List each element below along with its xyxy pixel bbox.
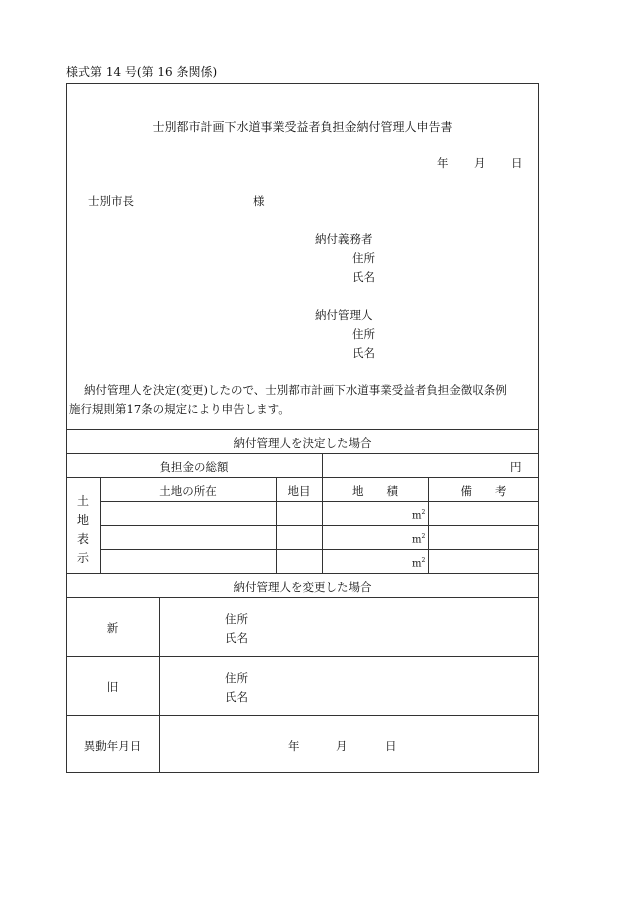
divider-old — [66, 656, 539, 657]
divider-total — [66, 453, 539, 454]
old-label: 旧 — [106, 680, 119, 694]
divider-new — [66, 597, 539, 598]
change-date-label: 異動年月日 — [83, 739, 142, 753]
honorific: 様 — [253, 194, 265, 208]
obligor-name-label: 氏名 — [352, 270, 375, 284]
new-name-label: 氏名 — [225, 631, 248, 645]
col-header-remarks: 備 考 — [460, 484, 507, 498]
divider-land-row-1 — [100, 501, 539, 502]
col-divider-changed — [159, 597, 160, 773]
area-unit-base: m — [412, 534, 422, 546]
divider-land-row-2 — [100, 525, 539, 526]
new-label: 新 — [106, 621, 119, 635]
col-header-category: 地目 — [287, 484, 311, 498]
divider-land-row-3 — [100, 549, 539, 550]
date-day: 日 — [511, 156, 523, 170]
area-unit — [412, 533, 425, 545]
land-display-label — [66, 492, 100, 568]
col-divider-total-area — [322, 453, 323, 573]
date-month: 月 — [474, 156, 486, 170]
area-unit — [412, 509, 425, 521]
area-unit-base: m — [412, 510, 422, 522]
statement-line-2: 施行規則第17条の規定により申告します。 — [69, 402, 290, 416]
divider-change-date — [66, 715, 539, 716]
old-name-label: 氏名 — [225, 690, 248, 704]
yen-unit: 円 — [510, 460, 522, 474]
change-date-month: 月 — [336, 739, 348, 753]
land-label-char: 表 — [76, 532, 89, 546]
col-header-location: 土地の所在 — [159, 484, 217, 498]
area-unit-exponent: 2 — [421, 509, 426, 516]
changed-heading: 納付管理人を変更した場合 — [233, 580, 372, 594]
manager-heading: 納付管理人 — [315, 308, 373, 322]
area-unit — [412, 557, 425, 569]
divider-decided — [66, 429, 539, 430]
obligor-heading: 納付義務者 — [315, 232, 373, 246]
statement-line-1: 納付管理人を決定(変更)したので、士別都市計画下水道事業受益者負担金徴収条例 — [84, 383, 507, 397]
form-frame — [66, 83, 539, 773]
form-title: 士別都市計画下水道事業受益者負担金納付管理人申告書 — [152, 120, 453, 134]
land-label-char: 土 — [76, 494, 89, 508]
old-address-label: 住所 — [225, 671, 248, 685]
col-header-area: 地 積 — [352, 484, 398, 498]
area-unit-base: m — [412, 558, 422, 570]
new-address-label: 住所 — [225, 612, 248, 626]
divider-changed — [66, 573, 539, 574]
area-unit-exponent: 2 — [421, 533, 426, 540]
date-year: 年 — [437, 156, 449, 170]
change-date-day: 日 — [385, 739, 397, 753]
manager-address-label: 住所 — [352, 327, 375, 341]
area-unit-exponent: 2 — [421, 557, 426, 564]
decided-heading: 納付管理人を決定した場合 — [233, 436, 372, 450]
manager-name-label: 氏名 — [352, 346, 375, 360]
land-label-char: 示 — [76, 551, 89, 565]
land-label-char: 地 — [76, 513, 89, 527]
change-date-year: 年 — [288, 739, 300, 753]
form-label: 様式第 14 号(第 16 条関係) — [66, 65, 218, 79]
mayor-addressee: 士別市長 — [88, 194, 134, 208]
obligor-address-label: 住所 — [352, 251, 375, 265]
divider-land-header — [66, 477, 539, 478]
total-amount-label: 負担金の総額 — [159, 460, 229, 474]
